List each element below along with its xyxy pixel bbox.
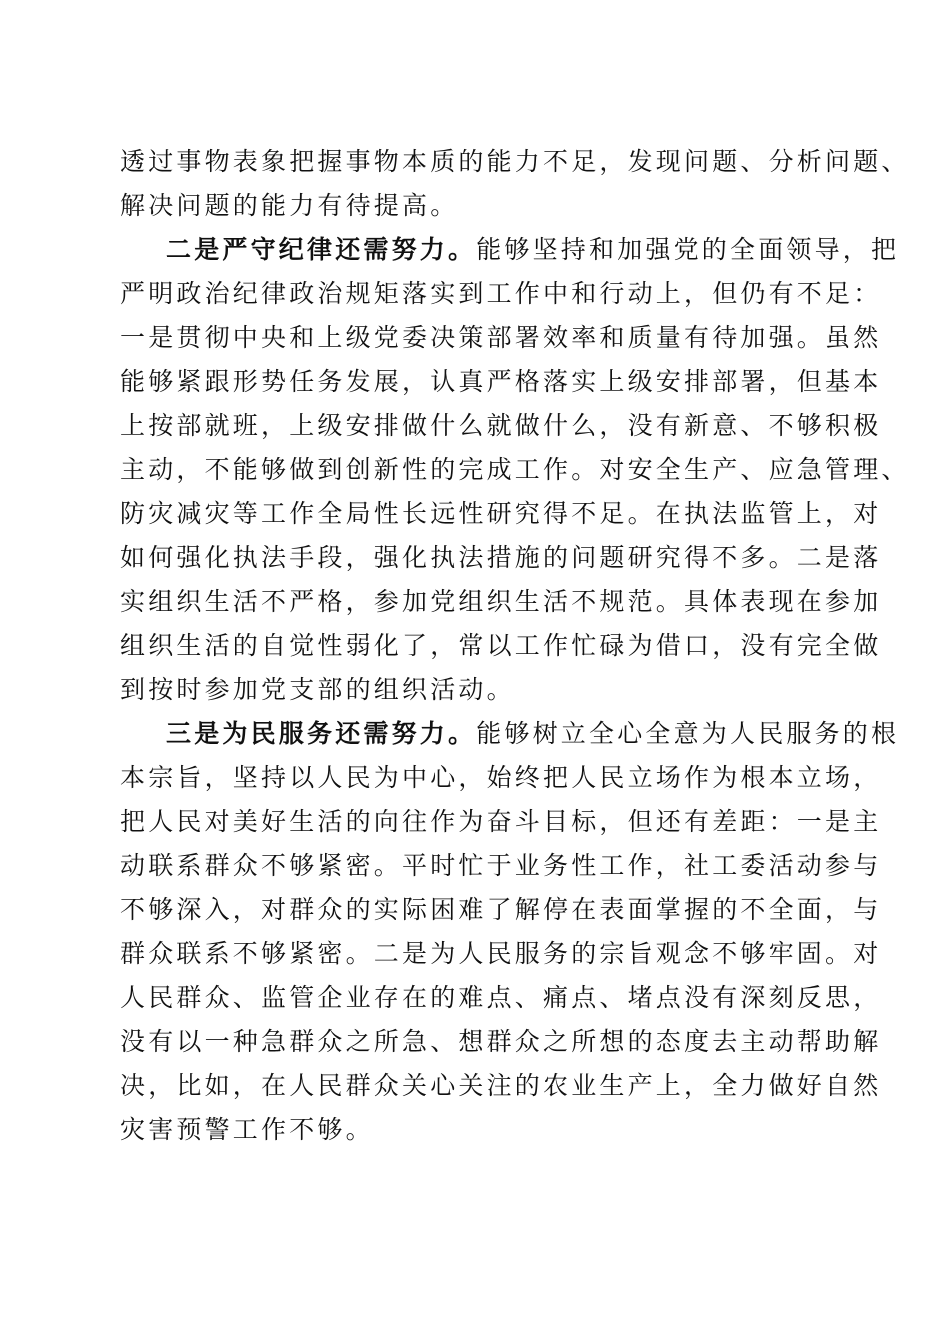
text-line: 没有以一种急群众之所急、想群众之所想的态度去主动帮助解 — [120, 1027, 882, 1056]
text-run: 能够树立全心全意为人民服务的根 — [476, 719, 900, 748]
text-line: 本宗旨，坚持以人民为中心，始终把人民立场作为根本立场， — [120, 763, 882, 792]
section-heading-discipline: 二是严守纪律还需努力。 — [166, 235, 477, 264]
text-line: 灾害预警工作不够。 — [120, 1115, 374, 1144]
document-page — [120, 140, 910, 1152]
text-line: 能够紧跟形势任务发展，认真严格落实上级安排部署，但基本 — [120, 367, 882, 396]
paragraph-discipline — [120, 228, 910, 712]
text-line: 一是贯彻中央和上级党委决策部署效率和质量有待加强。虽然 — [120, 323, 882, 352]
text-line: 把人民对美好生活的向往作为奋斗目标，但还有差距：一是主 — [120, 807, 882, 836]
text-line: 动联系群众不够紧密。平时忙于业务性工作，社工委活动参与 — [120, 851, 882, 880]
text-run: 能够坚持和加强党的全面领导，把 — [476, 235, 900, 264]
text-line: 主动，不能够做到创新性的完成工作。对安全生产、应急管理、 — [120, 455, 910, 484]
text-line: 到按时参加党支部的组织活动。 — [120, 675, 515, 704]
text-line: 如何强化执法手段，强化执法措施的问题研究得不多。二是落 — [120, 543, 882, 572]
paragraph-ability — [120, 140, 910, 228]
text-line: 决，比如，在人民群众关心关注的农业生产上，全力做好自然 — [120, 1071, 882, 1100]
text-line: 解决问题的能力有待提高。 — [120, 191, 459, 220]
paragraph-first-line — [120, 228, 900, 272]
text-line: 透过事物表象把握事物本质的能力不足，发现问题、分析问题、 — [120, 147, 910, 176]
text-line: 上按部就班，上级安排做什么就做什么，没有新意、不够积极 — [120, 411, 882, 440]
text-line: 实组织生活不严格，参加党组织生活不规范。具体表现在参加 — [120, 587, 882, 616]
text-line: 防灾减灾等工作全局性长远性研究得不足。在执法监管上，对 — [120, 499, 882, 528]
text-line: 组织生活的自觉性弱化了，常以工作忙碌为借口，没有完全做 — [120, 631, 882, 660]
section-heading-service: 三是为民服务还需努力。 — [166, 719, 477, 748]
text-line: 群众联系不够紧密。二是为人民服务的宗旨观念不够牢固。对 — [120, 939, 882, 968]
paragraph-first-line — [120, 712, 900, 756]
text-line: 不够深入，对群众的实际困难了解停在表面掌握的不全面，与 — [120, 895, 882, 924]
text-line: 严明政治纪律政治规矩落实到工作中和行动上，但仍有不足： — [120, 279, 882, 308]
text-line: 人民群众、监管企业存在的难点、痛点、堵点没有深刻反思， — [120, 983, 882, 1012]
paragraph-service — [120, 712, 900, 1152]
